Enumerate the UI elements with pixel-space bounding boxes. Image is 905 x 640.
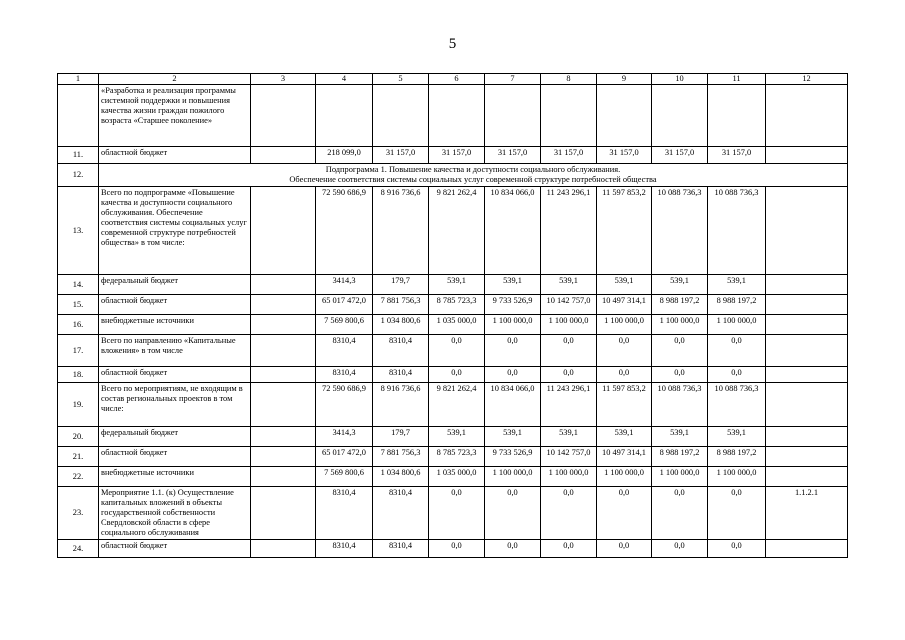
row-description: федеральный бюджет [99,275,251,295]
value-cell: 72 590 686,9 [316,383,373,427]
row-description: федеральный бюджет [99,427,251,447]
table-row [58,147,848,164]
value-cell: 11 243 296,1 [541,383,597,427]
value-cell: 539,1 [597,427,652,447]
value-cell: 218 099,0 [316,147,373,164]
value-cell: 7 881 756,3 [373,295,429,315]
value-cell: 1 100 000,0 [708,315,766,335]
value-cell: 0,0 [485,487,541,540]
table-row [58,275,848,295]
row-description: областной бюджет [99,447,251,467]
value-cell: 0,0 [429,335,485,367]
row-description: Всего по подпрограмме «Повышение качества и доступности социального обслуживания. Обеспечение соответствия системы социальных услуг современной структуре потребностей общества» в том числе: [99,187,251,275]
value-cell: 8 916 736,6 [373,187,429,275]
value-cell: 0,0 [541,540,597,558]
value-cell: 31 157,0 [485,147,541,164]
column-header-5: 5 [373,74,429,85]
table-row [58,335,848,367]
col3-cell [251,187,316,275]
value-cell: 9 821 262,4 [429,187,485,275]
row-description: Всего по направлению «Капитальные вложения» в том числе [99,335,251,367]
table-row [58,467,848,487]
value-cell: 72 590 686,9 [316,187,373,275]
row-number: 20. [58,427,99,447]
col3-cell [251,85,316,147]
target-ref-cell [766,447,848,467]
row-number: 15. [58,295,99,315]
target-ref-cell [766,147,848,164]
table-row [58,540,848,558]
value-cell: 539,1 [541,275,597,295]
target-ref-cell [766,295,848,315]
header-row [58,74,848,85]
column-header-11: 11 [708,74,766,85]
row-number: 13. [58,187,99,275]
value-cell: 539,1 [652,427,708,447]
value-cell [485,85,541,147]
target-ref-cell [766,315,848,335]
value-cell: 539,1 [597,275,652,295]
value-cell: 1 035 000,0 [429,315,485,335]
value-cell: 1 034 800,6 [373,315,429,335]
col3-cell [251,540,316,558]
value-cell: 8 988 197,2 [652,295,708,315]
value-cell: 11 243 296,1 [541,187,597,275]
row-description: областной бюджет [99,540,251,558]
col3-cell [251,467,316,487]
table-row [58,295,848,315]
column-header-3: 3 [251,74,316,85]
value-cell: 8 916 736,6 [373,383,429,427]
value-cell: 539,1 [485,275,541,295]
row-number: 22. [58,467,99,487]
value-cell: 10 497 314,1 [597,295,652,315]
value-cell: 0,0 [708,335,766,367]
value-cell: 7 569 800,6 [316,467,373,487]
value-cell: 8 988 197,2 [708,295,766,315]
value-cell: 11 597 853,2 [597,187,652,275]
value-cell: 65 017 472,0 [316,447,373,467]
value-cell: 9 733 526,9 [485,295,541,315]
value-cell: 0,0 [429,487,485,540]
target-ref-cell [766,367,848,383]
col3-cell [251,367,316,383]
value-cell: 8310,4 [373,487,429,540]
value-cell: 9 821 262,4 [429,383,485,427]
value-cell: 8 785 723,3 [429,295,485,315]
value-cell: 8 988 197,2 [652,447,708,467]
value-cell: 0,0 [708,540,766,558]
value-cell: 539,1 [485,427,541,447]
col3-cell [251,147,316,164]
value-cell: 65 017 472,0 [316,295,373,315]
value-cell: 0,0 [541,335,597,367]
value-cell: 3414,3 [316,427,373,447]
target-ref-cell [766,467,848,487]
column-header-1: 1 [58,74,99,85]
value-cell: 1 100 000,0 [541,467,597,487]
value-cell: 1 100 000,0 [652,467,708,487]
value-cell: 0,0 [652,367,708,383]
table-row [58,187,848,275]
row-number: 11. [58,147,99,164]
col3-cell [251,447,316,467]
table-row [58,427,848,447]
column-header-8: 8 [541,74,597,85]
table-row [58,487,848,540]
column-header-4: 4 [316,74,373,85]
value-cell: 0,0 [708,487,766,540]
value-cell: 0,0 [541,487,597,540]
value-cell: 8 785 723,3 [429,447,485,467]
row-number: 21. [58,447,99,467]
row-number: 24. [58,540,99,558]
target-ref-cell [766,383,848,427]
value-cell: 0,0 [597,367,652,383]
value-cell: 8 988 197,2 [708,447,766,467]
value-cell: 0,0 [652,335,708,367]
target-ref-cell [766,427,848,447]
program-table [57,73,848,558]
value-cell: 31 157,0 [373,147,429,164]
value-cell: 1 100 000,0 [541,315,597,335]
row-number: 16. [58,315,99,335]
table-row [58,315,848,335]
value-cell: 31 157,0 [429,147,485,164]
table-row [58,85,848,147]
value-cell: 539,1 [429,427,485,447]
target-ref-cell [766,275,848,295]
value-cell: 1 100 000,0 [485,467,541,487]
subprogram-heading: Подпрограмма 1. Повышение качества и доступности социального обслуживания. Обеспечение соответствия системы социальных услуг современной структуре потребностей общества [99,164,848,187]
table-row [58,447,848,467]
value-cell: 8310,4 [373,335,429,367]
value-cell: 8310,4 [316,367,373,383]
value-cell: 0,0 [429,367,485,383]
column-header-7: 7 [485,74,541,85]
value-cell: 10 088 736,3 [708,187,766,275]
col3-cell [251,383,316,427]
row-description: внебюджетные источники [99,467,251,487]
value-cell: 8310,4 [316,540,373,558]
row-description: Мероприятие 1.1. (к) Осуществление капитальных вложений в объекты государственной собственности Свердловской области в сфере социального обслуживания [99,487,251,540]
row-number: 12. [58,164,99,187]
value-cell: 31 157,0 [597,147,652,164]
row-description: областной бюджет [99,367,251,383]
value-cell: 539,1 [541,427,597,447]
value-cell: 1 100 000,0 [597,467,652,487]
row-number [58,85,99,147]
value-cell: 0,0 [485,367,541,383]
value-cell [316,85,373,147]
value-cell: 7 569 800,6 [316,315,373,335]
value-cell [429,85,485,147]
value-cell: 10 088 736,3 [652,383,708,427]
value-cell: 8310,4 [316,487,373,540]
value-cell: 539,1 [708,275,766,295]
value-cell: 31 157,0 [708,147,766,164]
value-cell: 31 157,0 [652,147,708,164]
table-row [58,383,848,427]
target-ref-cell: 1.1.2.1 [766,487,848,540]
value-cell: 0,0 [652,540,708,558]
value-cell: 10 142 757,0 [541,295,597,315]
row-number: 19. [58,383,99,427]
column-header-9: 9 [597,74,652,85]
value-cell: 0,0 [429,540,485,558]
value-cell: 0,0 [708,367,766,383]
value-cell [652,85,708,147]
value-cell: 0,0 [541,367,597,383]
value-cell: 0,0 [485,540,541,558]
value-cell [708,85,766,147]
value-cell: 10 088 736,3 [708,383,766,427]
value-cell: 1 100 000,0 [708,467,766,487]
target-ref-cell [766,540,848,558]
col3-cell [251,275,316,295]
row-number: 23. [58,487,99,540]
col3-cell [251,427,316,447]
value-cell: 10 834 066,0 [485,187,541,275]
column-header-10: 10 [652,74,708,85]
value-cell: 179,7 [373,427,429,447]
value-cell: 10 497 314,1 [597,447,652,467]
value-cell [597,85,652,147]
column-header-6: 6 [429,74,485,85]
value-cell: 0,0 [485,335,541,367]
column-header-12: 12 [766,74,848,85]
value-cell: 9 733 526,9 [485,447,541,467]
target-ref-cell [766,85,848,147]
value-cell: 7 881 756,3 [373,447,429,467]
value-cell: 539,1 [708,427,766,447]
value-cell: 1 100 000,0 [597,315,652,335]
value-cell: 11 597 853,2 [597,383,652,427]
col3-cell [251,315,316,335]
value-cell: 1 100 000,0 [485,315,541,335]
value-cell: 539,1 [652,275,708,295]
value-cell: 0,0 [597,335,652,367]
row-description: Всего по мероприятиям, не входящим в состав региональных проектов в том числе: [99,383,251,427]
column-header-2: 2 [99,74,251,85]
value-cell: 3414,3 [316,275,373,295]
row-description: областной бюджет [99,295,251,315]
table-row [58,367,848,383]
value-cell: 0,0 [597,487,652,540]
value-cell: 10 834 066,0 [485,383,541,427]
row-description: «Разработка и реализация программы системной поддержки и повышения качества жизни граждан пожилого возраста «Старшее поколение» [99,85,251,147]
row-number: 18. [58,367,99,383]
value-cell [373,85,429,147]
value-cell: 10 142 757,0 [541,447,597,467]
value-cell: 0,0 [652,487,708,540]
value-cell: 1 100 000,0 [652,315,708,335]
row-number: 17. [58,335,99,367]
col3-cell [251,335,316,367]
row-description: внебюджетные источники [99,315,251,335]
target-ref-cell [766,187,848,275]
page-number: 5 [448,36,457,52]
row-description: областной бюджет [99,147,251,164]
value-cell: 8310,4 [373,367,429,383]
target-ref-cell [766,335,848,367]
value-cell [541,85,597,147]
row-number: 14. [58,275,99,295]
value-cell: 31 157,0 [541,147,597,164]
value-cell: 0,0 [597,540,652,558]
value-cell: 1 034 800,6 [373,467,429,487]
value-cell: 10 088 736,3 [652,187,708,275]
value-cell: 179,7 [373,275,429,295]
col3-cell [251,295,316,315]
value-cell: 539,1 [429,275,485,295]
value-cell: 1 035 000,0 [429,467,485,487]
value-cell: 8310,4 [373,540,429,558]
table-row [58,164,848,187]
value-cell: 8310,4 [316,335,373,367]
col3-cell [251,487,316,540]
